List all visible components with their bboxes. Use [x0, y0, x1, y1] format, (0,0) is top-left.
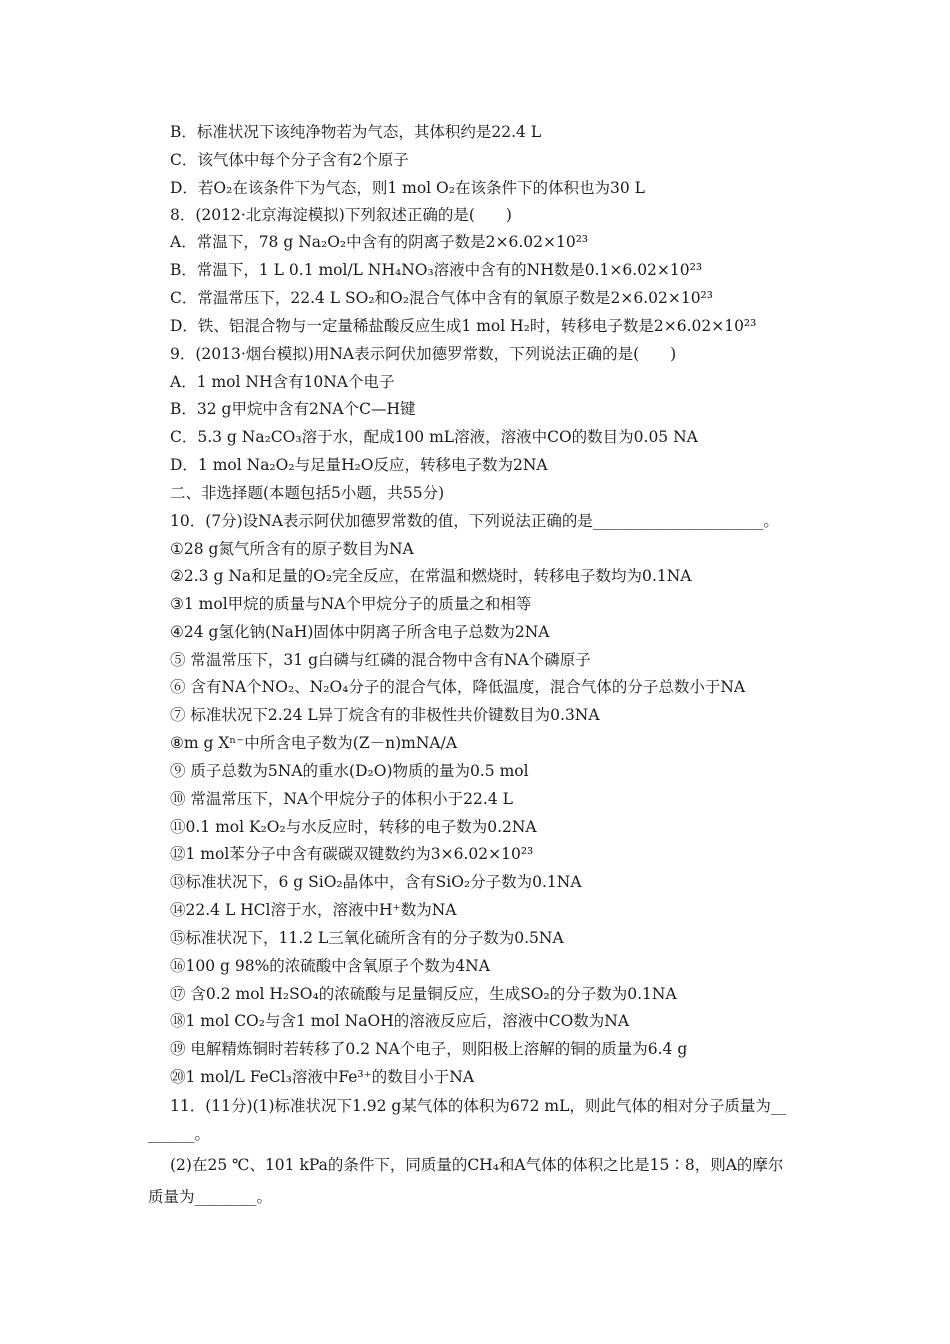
text-line-9: 9．(2013·烟台模拟)用NA表示阿伏加德罗常数，下列说法正确的是( ) — [170, 345, 677, 363]
text-line-32: ⑰ 含0.2 mol H₂SO₄的浓硫酸与足量铜反应，生成SO₂的分子数为0.1NA — [170, 985, 677, 1003]
text-line-25: ⑩ 常温常压下，NA个甲烷分子的体积小于22.4 L — [170, 790, 513, 808]
section-heading: 二、非选择题(本题包括5小题，共55分) — [170, 484, 445, 502]
text-line-37: ______。 — [148, 1125, 211, 1143]
text-line-29: ⑭22.4 L HCl溶于水，溶液中H⁺数为NA — [170, 901, 457, 919]
text-line-15: 10．(7分)设NA表示阿伏加德罗常数的值，下列说法正确的是______________________。 — [170, 512, 779, 530]
text-line-31: ⑯100 g 98%的浓硫酸中含氧原子个数为4NA — [170, 957, 490, 975]
text-line-36: 11．(11分)(1)标准状况下1.92 g某气体的体积为672 mL，则此气体的相对分子质量为__ — [170, 1097, 787, 1115]
text-line-17: ②2.3 g Na和足量的O₂完全反应，在常温和燃烧时，转移电子数均为0.1NA — [170, 567, 692, 585]
text-line-26: ⑪0.1 mol K₂O₂与水反应时，转移的电子数为0.2NA — [170, 818, 537, 836]
text-line-34: ⑲ 电解精炼铜时若转移了0.2 NA个电子，则阳极上溶解的铜的质量为6.4 g — [170, 1040, 688, 1058]
text-line-18: ③1 mol甲烷的质量与NA个甲烷分子的质量之和相等 — [170, 595, 532, 613]
text-line-39: 质量为________。 — [148, 1188, 273, 1206]
text-line-6: B．常温下，1 L 0.1 mol/L NH₄NO₃溶液中含有的NH数是0.1×6.02×10²³ — [170, 261, 703, 279]
text-line-30: ⑮标准状况下，11.2 L三氧化硫所含有的分子数为0.5NA — [170, 929, 564, 947]
text-line-2: C．该气体中每个分子含有2个原子 — [170, 151, 409, 169]
text-line-8: D．铁、铝混合物与一定量稀盐酸反应生成1 mol H₂时，转移电子数是2×6.02×10²³ — [170, 317, 757, 335]
text-line-13: D．1 mol Na₂O₂与足量H₂O反应，转移电子数为2NA — [170, 456, 548, 474]
text-line-35: ⑳1 mol/L FeCl₃溶液中Fe³⁺的数目小于NA — [170, 1068, 475, 1086]
text-line-1: B．标准状况下该纯净物若为气态，其体积约是22.4 L — [170, 123, 542, 141]
text-line-11: B．32 g甲烷中含有2NA个C—H键 — [170, 400, 416, 418]
text-line-19: ④24 g氢化钠(NaH)固体中阴离子所含电子总数为2NA — [170, 623, 550, 641]
text-line-3: D．若O₂在该条件下为气态，则1 mol O₂在该条件下的体积也为30 L — [170, 179, 645, 197]
text-line-28: ⑬标准状况下，6 g SiO₂晶体中，含有SiO₂分子数为0.1NA — [170, 873, 582, 891]
text-line-21: ⑥ 含有NA个NO₂、N₂O₄分子的混合气体，降低温度，混合气体的分子总数小于NA — [170, 678, 746, 696]
text-line-4: 8．(2012·北京海淀模拟)下列叙述正确的是( ) — [170, 206, 512, 224]
text-line-24: ⑨ 质子总数为5NA的重水(D₂O)物质的量为0.5 mol — [170, 762, 529, 780]
text-line-10: A．1 mol NH含有10NA个电子 — [170, 373, 395, 391]
text-line-33: ⑱1 mol CO₂与含1 mol NaOH的溶液反应后，溶液中CO数为NA — [170, 1012, 630, 1030]
text-line-20: ⑤ 常温常压下，31 g白磷与红磷的混合物中含有NA个磷原子 — [170, 651, 591, 669]
text-line-12: C．5.3 g Na₂CO₃溶于水，配成100 mL溶液，溶液中CO的数目为0.05 NA — [170, 428, 698, 446]
text-line-38: (2)在25 ℃、101 kPa的条件下，同质量的CH₄和A气体的体积之比是15∶8，则A的摩尔 — [170, 1156, 784, 1174]
text-line-22: ⑦ 标准状况下2.24 L异丁烷含有的非极性共价键数目为0.3NA — [170, 706, 600, 724]
text-line-5: A．常温下，78 g Na₂O₂中含有的阴离子数是2×6.02×10²³ — [170, 233, 589, 251]
text-line-7: C．常温常压下，22.4 L SO₂和O₂混合气体中含有的氧原子数是2×6.02×10²³ — [170, 289, 713, 307]
text-line-16: ①28 g氮气所含有的原子数目为NA — [170, 540, 414, 558]
text-line-23: ⑧m g Xⁿ⁻中所含电子数为(Z－n)mNA/A — [170, 734, 458, 752]
text-line-27: ⑫1 mol苯分子中含有碳碳双键数约为3×6.02×10²³ — [170, 845, 534, 863]
